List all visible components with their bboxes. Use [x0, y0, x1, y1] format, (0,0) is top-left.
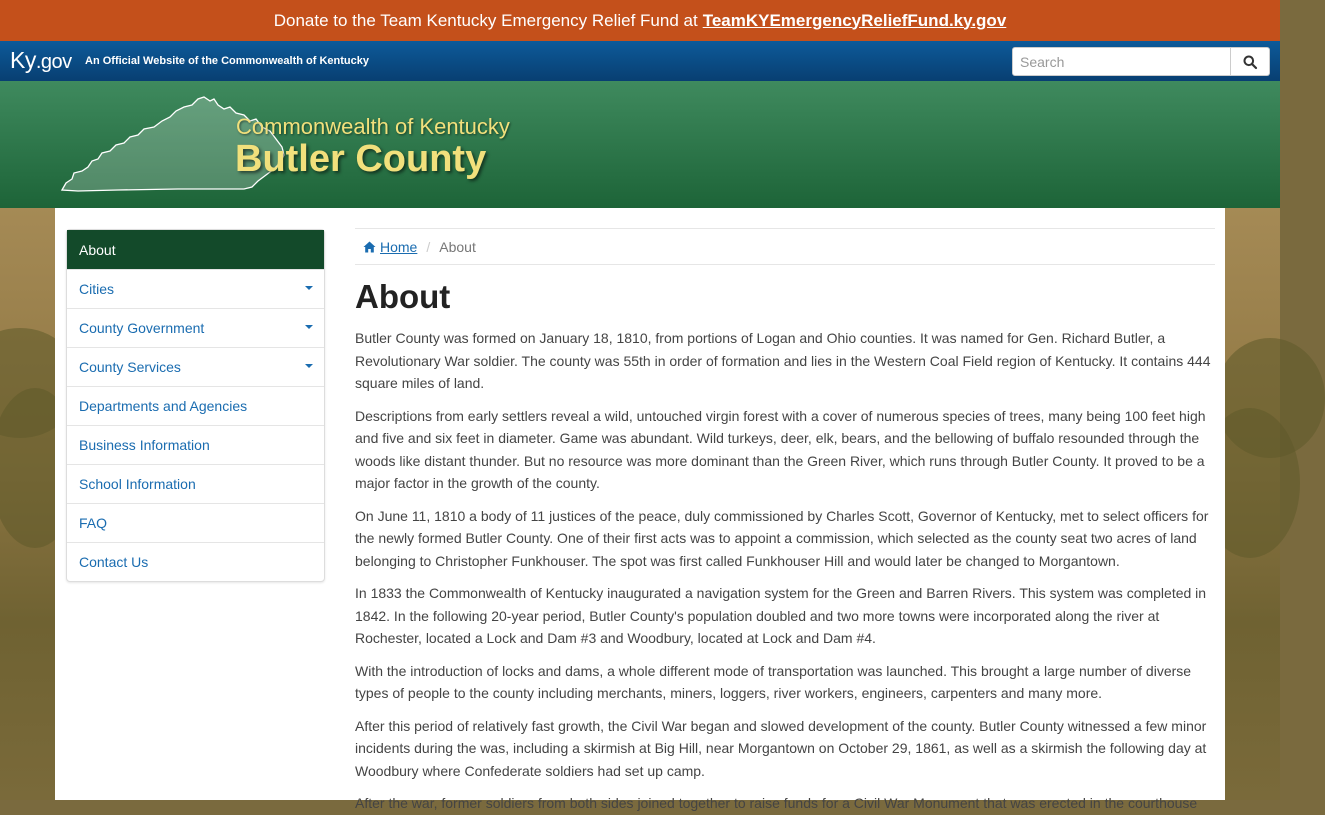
caret-down-icon[interactable]: [305, 364, 313, 368]
breadcrumb-home-label: Home: [380, 238, 418, 255]
kygov-logo-main: Ky: [10, 47, 36, 73]
search-form: [1012, 47, 1270, 76]
donate-link[interactable]: TeamKYEmergencyReliefFund.ky.gov: [702, 10, 1007, 30]
page-title: About: [355, 278, 451, 315]
kygov-logo-suffix: .gov: [35, 51, 72, 73]
sidebar-item-county-government[interactable]: [67, 308, 324, 347]
paragraph: After the war, former soldiers from both sides joined together to raise funds for a Civil War Monument that was erected in the courthouse: [355, 795, 1198, 811]
sidebar-nav: [66, 229, 325, 582]
home-icon: [363, 241, 376, 253]
sidebar-item-cities[interactable]: [67, 269, 324, 308]
search-icon: [1243, 55, 1257, 69]
main-content: [355, 228, 1215, 815]
breadcrumb-separator: /: [426, 238, 431, 255]
sidebar-item-label: School Information: [79, 476, 196, 492]
kygov-logo[interactable]: [10, 47, 72, 74]
breadcrumb: [355, 228, 1215, 265]
paragraph: With the introduction of locks and dams, a whole different mode of transportation was launched. This brought a large number of diverse types of people to the county including merchants, miners, loggers, river workers, engineers, carpenters and many more.: [355, 662, 1192, 701]
content-panel: [55, 208, 1225, 811]
sidebar-item-label: Business Information: [79, 437, 210, 453]
sidebar-item-contact-us[interactable]: [67, 542, 324, 581]
donate-text: Donate to the Team Kentucky Emergency Relief Fund at: [273, 10, 698, 30]
caret-down-icon[interactable]: [305, 286, 313, 290]
sidebar-item-county-services[interactable]: [67, 347, 324, 386]
sidebar-item-business-information[interactable]: [67, 425, 324, 464]
paragraph: After this period of relatively fast growth, the Civil War began and slowed development of the county. Butler County witnessed a few minor incidents during the was, including a skirmish at Big Hill, near Morgantown on October 29, 1861, as well as a skirmish the following day at Woodbury where Confederate soldiers had set up camp.: [355, 717, 1207, 779]
sidebar-item-faq[interactable]: [67, 503, 324, 542]
caret-down-icon[interactable]: [305, 325, 313, 329]
sidebar-item-label: Departments and Agencies: [79, 398, 248, 414]
kygov-bar: [0, 41, 1280, 81]
search-input[interactable]: [1012, 47, 1231, 76]
breadcrumb-current: About: [439, 238, 476, 255]
sidebar-item-label: FAQ: [79, 515, 108, 531]
donate-banner: [0, 0, 1280, 41]
paragraph: Butler County was formed on January 18, 1810, from portions of Logan and Ohio counties. It was named for Gen. Richard Butler, a Revolutionary War soldier. The county was 55th in order of formation and lies in the Western Coal Field region of Kentucky. It contains 444 square miles of land.: [355, 330, 1211, 391]
county-header: [0, 81, 1280, 208]
header-title[interactable]: Butler County: [235, 138, 487, 180]
header-subtitle: Commonwealth of Kentucky: [236, 114, 510, 139]
sidebar-item-label: County Services: [79, 359, 181, 375]
breadcrumb-home-link[interactable]: [363, 239, 417, 255]
sidebar-item-label: County Government: [79, 320, 205, 336]
sidebar-item-school-information[interactable]: [67, 464, 324, 503]
sidebar-item-departments-and-agencies[interactable]: [67, 386, 324, 425]
paragraph: Descriptions from early settlers reveal a wild, untouched virgin forest with a cover of numerous species of trees, many being 100 feet high and five and six feet in diameter. Game was abundant. Wild turkeys, deer, elk, bears, and the bellowing of buffalo resounded through the woods like distant thunder. But no resource was more dominant than the Green River, which runs through Butler County. It proved to be a major factor in the growth of the county.: [355, 407, 1206, 491]
sidebar-item-label: Contact Us: [79, 554, 149, 570]
sidebar-item-label: Cities: [79, 281, 115, 297]
sidebar-item-label: About: [79, 241, 116, 258]
sidebar-item-about[interactable]: [67, 230, 324, 269]
paragraph: On June 11, 1810 a body of 11 justices of the peace, duly commissioned by Charles Scott, Governor of Kentucky, met to select officers for the newly formed Butler County. One of their first acts was to appoint a commission, which selected as the county seat two acres of land belonging to Christopher Funkhouser. The spot was first called Funkhouser Hill and would later be changed to Morgantown.: [355, 507, 1209, 569]
search-button[interactable]: [1231, 47, 1270, 76]
paragraph: In 1833 the Commonwealth of Kentucky inaugurated a navigation system for the Green and Barren Rivers. This system was completed in 1842. In the following 20-year period, Butler County's population doubled and two more towns were incorporated along the river at Rochester, located a Lock and Dam #3 and Woodbury, located at Lock and Dam #4.: [355, 585, 1207, 646]
official-tagline: An Official Website of the Commonwealth of Kentucky: [85, 55, 369, 67]
